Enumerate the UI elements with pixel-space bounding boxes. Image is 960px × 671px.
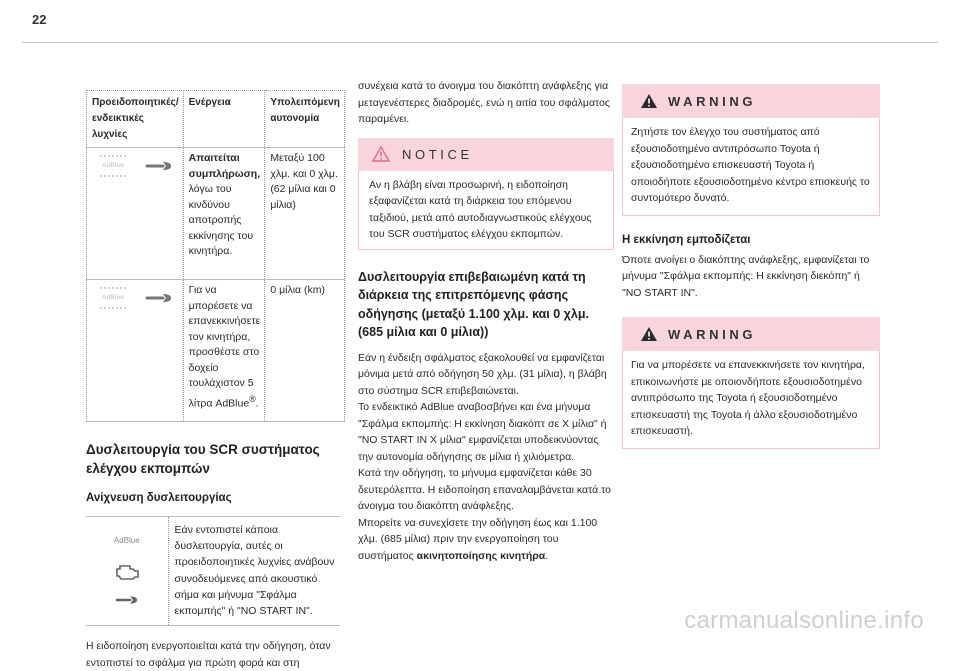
registered-mark: ®	[249, 393, 256, 404]
section-title-start-prevented: Η εκκίνηση εμποδίζεται	[622, 233, 751, 246]
header-action: Ενέργεια	[183, 91, 265, 148]
malfunction-table	[86, 516, 340, 626]
section-body	[358, 350, 614, 565]
paragraph: Όποτε ανοίγει ο διακόπτης ανάφλεξης, εμφανίζεται το μήνυμα "Σφάλμα εκπομπής: Η εκκίνηση διεκόπη" ή "NO START IN".	[622, 253, 870, 299]
page-number: 22	[32, 12, 47, 27]
action-text: λόγω του κινδύνου αποτροπής εκκίνησης του κινητήρα.	[188, 183, 254, 257]
warning-box	[622, 84, 880, 216]
table-row	[87, 280, 345, 422]
adblue-range-table	[86, 90, 345, 422]
notice-header	[358, 138, 614, 171]
action-bold: Απαιτείται συμπλήρωση,	[188, 152, 261, 180]
warning-header	[622, 84, 880, 118]
range-cell: Μεταξύ 100 χλμ. και 0 χλμ. (62 μίλια και 0 μίλια)	[265, 148, 345, 280]
notice-text: Αν η βλάβη είναι προσωρινή, η ειδοποίηση εξαφανίζεται κατά τη διάρκεια του επόμενου ταξιδιού, μετά από αυτοδιαγνωστικούς ελέγχους του SCR συστήματος ελέγχου εκπομπών.	[358, 171, 614, 250]
paragraph: Το ενδεικτικό AdBlue αναβοσβήνει και ένα μήνυμα "Σφάλμα εκπομπής: Η εκκίνηση διακόπτ σε X μίλια" ή "NO START IN X μίλια" εμφανίζεται υποδεικνύοντας την αυτονομία οδήγησης σε μίλια ή χιλιόμετρα.	[358, 401, 607, 463]
icon-cell	[87, 280, 184, 422]
section-title-confirmed: Δυσλειτουργία επιβεβαιωμένη κατά τη διάρκεια της επιτρεπόμενης φάσης οδήγησης (μεταξύ 1.100 χλμ. και 0 χλμ. (685 μίλια και 0 μίλια))	[358, 269, 589, 339]
wrench-icon	[145, 160, 173, 172]
table-header-row	[87, 91, 345, 148]
engine-icon	[114, 563, 140, 581]
icon-cell	[86, 517, 168, 626]
wrench-icon	[115, 595, 139, 605]
header-divider	[22, 42, 938, 43]
warning-triangle-icon	[640, 326, 658, 342]
paragraph: συνέχεια κατά το άνοιγμα του διακόπτη ανάφλεξης για μεταγενέστερες διαδρομές, ενώ η αιτία του σφάλματος παραμένει.	[358, 80, 610, 125]
paragraph: Εάν η ένδειξη σφάλματος εξακολουθεί να εμφανίζεται μόνιμα μετά από οδήγηση 50 χλμ. (31 μίλια), η βλάβη στο σύστημα SCR επιβεβαιώνεται.	[358, 351, 607, 397]
warning-title: WARNING	[668, 326, 757, 342]
warning-triangle-icon	[640, 93, 658, 109]
watermark: carmanualsonline.info	[684, 607, 924, 634]
header-warning-lights: Προειδοποιητικές/ ενδεικτικές λυχνίες	[87, 91, 184, 148]
column-3	[622, 84, 880, 449]
header-remaining-range: Υπολειπόμενη αυτονομία	[265, 91, 345, 148]
adblue-light-icon: AdBlue	[113, 536, 140, 545]
adblue-light-icon: AdBlue	[100, 287, 126, 309]
notice-box	[358, 138, 614, 250]
column-1	[86, 90, 340, 671]
subsection-title-detection: Ανίχνευση δυσλειτουργίας	[86, 492, 232, 504]
paragraph-end: .	[545, 549, 549, 562]
notice-title: NOTICE	[402, 146, 473, 162]
action-end: .	[255, 397, 259, 409]
adblue-light-icon: AdBlue	[100, 155, 126, 177]
malfunction-text: Εάν εντοπιστεί κάποια δυσλειτουργία, αυτές οι προειδοποιητικές λυχνίες ανάβουν συνοδευόμενες από ακουστικό σήμα και μήνυμα "Σφάλμα εκπομπής" ή "NO START IN".	[168, 517, 340, 626]
caution-triangle-icon	[372, 146, 390, 162]
warning-header	[622, 317, 880, 351]
paragraph: Κατά την οδήγηση, το μήνυμα εμφανίζεται κάθε 30 δευτερόλεπτα. Η ειδοποίηση επαναλαμβάνεται κατά το άνοιγμα του διακόπτη ανάφλεξης.	[358, 467, 611, 512]
column-2	[358, 78, 614, 564]
table-row	[86, 517, 340, 626]
table-row	[87, 148, 345, 280]
warning-text: Ζητήστε τον έλεγχο του συστήματος από εξουσιοδοτημένο αντιπρόσωπο Toyota ή εξουσιοδοτημένο επισκευαστή Toyota ή οποιοδήποτε εξουσιοδοτημένο κέντρο επισκευής το συντομότερο δυνατό.	[622, 118, 880, 216]
section-title-scr: Δυσλειτουργία του SCR συστήματος ελέγχου εκπομπών	[86, 442, 320, 476]
warning-text: Για να μπορέσετε να επανεκκινήσετε τον κινητήρα, επικοινωνήστε με οποιονδήποτε εξουσιοδοτημένο αντιπρόσωπο της Toyota ή εξουσιοδοτημένο επισκευαστή της Toyota ή άλλο εξουσιοδοτημένο επισκευαστή.	[622, 351, 880, 449]
icon-cell	[87, 148, 184, 280]
action-cell	[183, 280, 265, 422]
paragraph: Η ειδοποίηση ενεργοποιείται κατά την οδήγηση, όταν εντοπιστεί το σφάλμα για πρώτη φορά και στη	[86, 640, 331, 669]
wrench-icon	[145, 292, 173, 304]
action-text: Για να μπορέσετε να επανεκκινήσετε τον κινητήρα, προσθέστε στο δοχείο τουλάχιστον 5 λίτρα AdBlue	[188, 284, 261, 409]
action-cell	[183, 148, 265, 280]
warning-box	[622, 317, 880, 449]
paragraph-bold: ακινητοποίησης κινητήρα	[416, 549, 546, 562]
paragraph-text: Μπορείτε να συνεχίσετε την οδήγηση έως και 1.100 χλμ. (685 μίλια) πριν την ενεργοποίηση του συστήματος	[358, 516, 598, 562]
paragraph	[358, 515, 614, 565]
range-cell: 0 μίλια (km)	[265, 280, 345, 422]
warning-title: WARNING	[668, 93, 757, 109]
